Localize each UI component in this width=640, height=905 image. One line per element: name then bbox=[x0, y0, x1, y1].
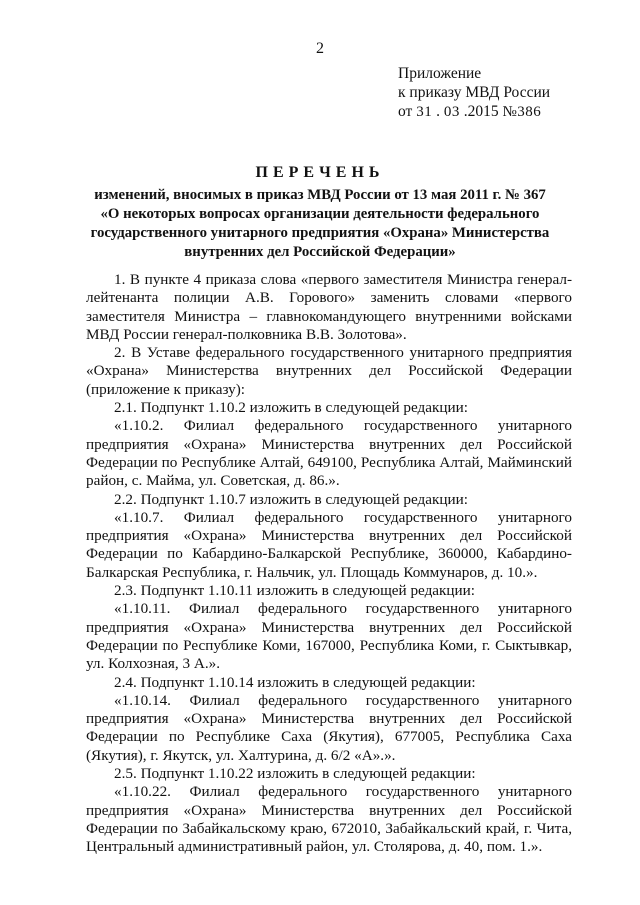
appendix-block bbox=[398, 64, 550, 122]
date-month: 03 bbox=[443, 104, 460, 120]
document-body bbox=[86, 271, 572, 857]
subitem-2-4: 2.4. Подпункт 1.10.14 изложить в следующей редакции: bbox=[114, 673, 476, 691]
page-number: 2 bbox=[316, 40, 324, 57]
quote-1-10-22: «1.10.22. Филиал федерального государственного унитарного предприятия «Охрана» Министерства внутренних дел Российской Федерации по Забайкальскому краю, 672010, Забайкальский край, г. Чита, Центральный административный район, ул. Столярова, д. 40, пом. 1.». bbox=[86, 783, 572, 856]
subitem-2-5: 2.5. Подпункт 1.10.22 изложить в следующей редакции: bbox=[114, 765, 476, 783]
appendix-order-ref: к приказу МВД России bbox=[398, 84, 551, 101]
subitem-2-1: 2.1. Подпункт 1.10.2 изложить в следующей редакции: bbox=[114, 399, 468, 417]
quote-1-10-7: «1.10.7. Филиал федерального государственного унитарного предприятия «Охрана» Министерства внутренних дел Российской Федерации по Кабардино-Балкарской Республике, 360000, Кабардино-Балкарская Республика, г. Нальчик, ул. Площадь Коммунаров, д. 10.». bbox=[86, 508, 572, 581]
appendix-date-line bbox=[398, 102, 550, 122]
subtitle-line-3: государственного унитарного предприятия «Охрана» Министерства bbox=[90, 225, 550, 241]
quote-1-10-14: «1.10.14. Филиал федерального государственного унитарного предприятия «Охрана» Министерства внутренних дел Российской Федерации по Республике Саха (Якутия), 677005, Республика Саха (Якутия), г. Якутск, ул. Халтурина, д. 6/2 «А».». bbox=[86, 691, 572, 764]
subitem-2-2: 2.2. Подпункт 1.10.7 изложить в следующей редакции: bbox=[114, 490, 468, 508]
subtitle-line-4: внутренних дел Российской Федерации» bbox=[184, 244, 456, 260]
subtitle-line-1: изменений, вносимых в приказ МВД России от 13 мая 2011 г. № 367 bbox=[94, 187, 546, 203]
quote-1-10-11: «1.10.11. Филиал федерального государственного унитарного предприятия «Охрана» Министерства внутренних дел Российской Федерации по Республике Коми, 167000, Республика Коми, г. Сыктывкар, ул. Колхозная, 3 А.». bbox=[86, 600, 572, 673]
date-day: 31 bbox=[416, 104, 433, 120]
document-title: ПЕРЕЧЕНЬ bbox=[255, 164, 385, 181]
paragraph-1: 1. В пункте 4 приказа слова «первого заместителя Министра генерал-лейтенанта полиции А.В. Горового» заменить словами «первого заместителя Министра – главнокомандующего внутренними войсками МВД России генерал-полковника В.В. Золотова». bbox=[86, 271, 572, 343]
paragraph-2: 2. В Уставе федерального государственного унитарного предприятия «Охрана» Министерства внутренних дел Российской Федерации (приложение к приказу): bbox=[86, 344, 572, 398]
date-year: .2015 bbox=[463, 103, 499, 120]
quote-1-10-2: «1.10.2. Филиал федерального государственного унитарного предприятия «Охрана» Министерства внутренних дел Российской Федерации по Республике Алтай, 649100, Республика Алтай, Майминский район, с. Майма, ул. Советская, д. 86.». bbox=[86, 417, 572, 490]
date-prefix: от bbox=[398, 103, 413, 120]
appendix-label: Приложение bbox=[398, 65, 482, 82]
order-number: №386 bbox=[502, 104, 542, 120]
subtitle-line-2: «О некоторых вопросах организации деятельности федерального bbox=[100, 206, 540, 222]
subitem-2-3: 2.3. Подпункт 1.10.11 изложить в следующей редакции: bbox=[114, 582, 476, 600]
date-sep: . bbox=[436, 103, 440, 120]
document-subtitle bbox=[60, 186, 580, 262]
